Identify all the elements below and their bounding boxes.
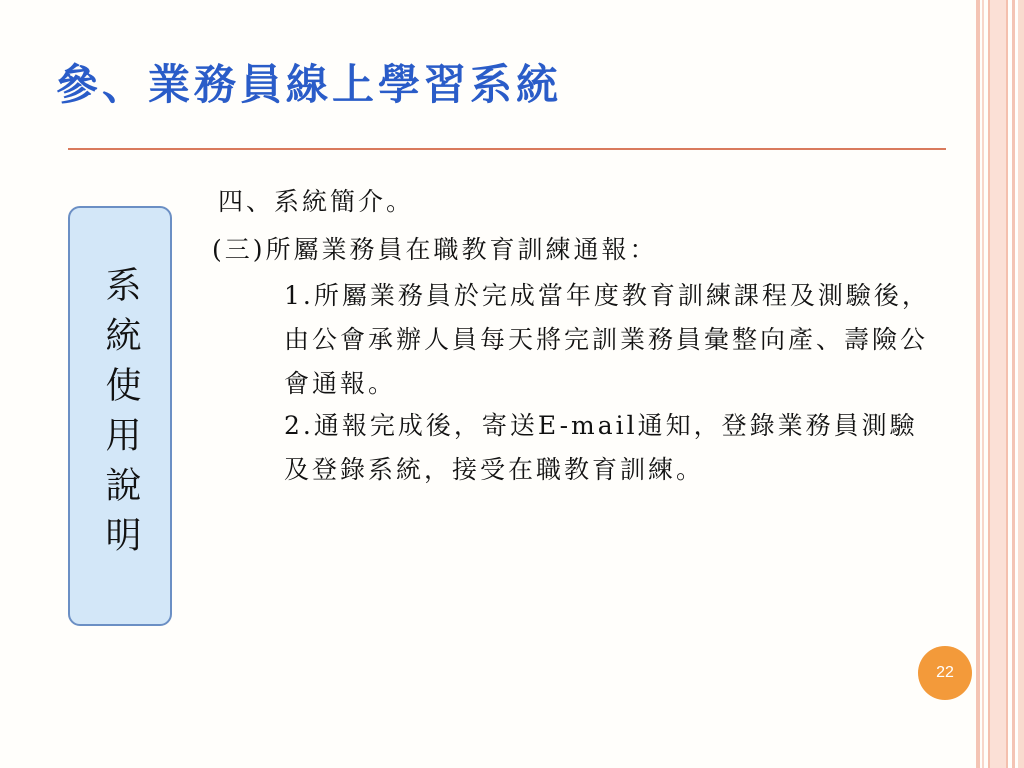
side-label: 系統使用說明 xyxy=(100,266,141,566)
stripe xyxy=(988,0,1008,768)
stripe xyxy=(982,0,984,768)
section-heading: 四、系統簡介。 xyxy=(218,187,415,216)
title-divider xyxy=(68,148,946,150)
subsection-heading: (三)所屬業務員在職教育訓練通報： xyxy=(212,235,658,264)
page-number-badge: 22 xyxy=(918,646,972,700)
stripe xyxy=(1018,0,1024,768)
list-item: 2.通報完成後，寄送E-mail通知，登錄業務員測驗及登錄系統，接受在職教育訓練。 xyxy=(284,411,918,484)
side-label-box xyxy=(68,206,172,626)
list-item: 1.所屬業務員於完成當年度教育訓練課程及測驗後，由公會承辦人員每天將完訓業務員彙整向產、壽險公會通報。 xyxy=(284,281,930,398)
decorative-stripes xyxy=(976,0,1024,768)
stripe xyxy=(1012,0,1015,768)
stripe xyxy=(976,0,980,768)
slide-title: 參、業務員線上學習系統 xyxy=(56,60,563,109)
